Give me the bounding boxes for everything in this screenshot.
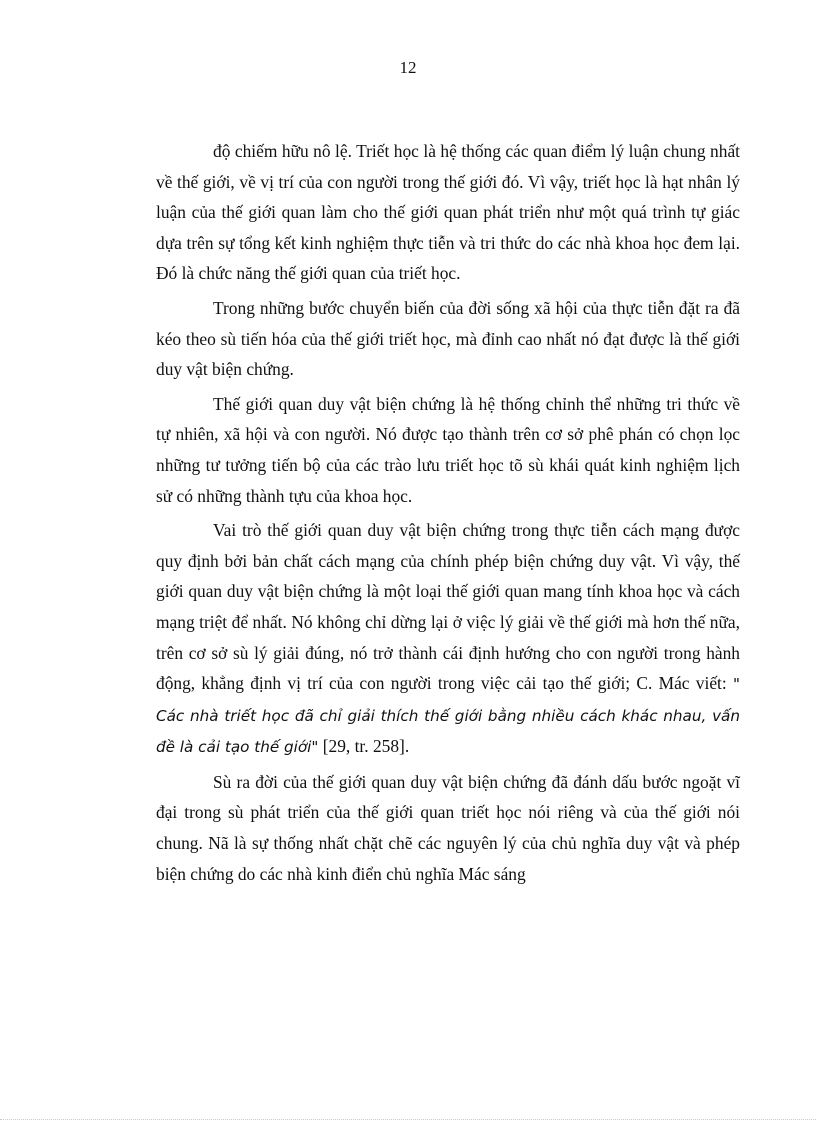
page-bottom-divider <box>0 1119 816 1120</box>
paragraph-3: Thế giới quan duy vật biện chứng là hệ thống chỉnh thể những tri thức về tự nhiên, xã hội và con người. Nó được tạo thành trên cơ sở phê phán có chọn lọc những tư tưởng tiến bộ của các trào lưu triết học tõ sù khái quát kinh nghiệm lịch sử có những thành tựu của khoa học. <box>156 393 740 506</box>
citation: [29, tr. 258]. <box>318 736 410 757</box>
paragraph-1: độ chiếm hữu nô lệ. Triết học là hệ thống các quan điểm lý luận chung nhất về thế giới, về vị trí của con người trong thế giới đó. Vì vậy, triết học là hạt nhân lý luận của thế giới quan làm cho thế giới quan phát triển như một quá trình tự giác dựa trên sự tổng kết kinh nghiệm thực tiễn và tri thức do các nhà khoa học đem lại. Đó là chức năng thế giới quan của triết học. <box>156 141 740 284</box>
page-number: 12 <box>399 58 417 77</box>
paragraph-5: Sù ra đời của thế giới quan duy vật biện chứng đã đánh dấu bước ngoặt vĩ đại trong sù phát triển của thế giới quan triết học nói riêng và của thế giới nói chung. Nã là sự thống nhất chặt chẽ các nguyên lý của chủ nghĩa duy vật và phép biện chứng do các nhà kinh điển chủ nghĩa Mác sáng <box>156 771 740 884</box>
paragraph-2: Trong những bước chuyển biến của đời sống xã hội của thực tiễn đặt ra đã kéo theo sù tiến hóa của thế giới triết học, mà đỉnh cao nhất nó đạt được là thế giới duy vật biện chứng. <box>156 297 740 380</box>
paragraph-4-text: Vai trò thế giới quan duy vật biện chứng trong thực tiễn cách mạng được quy định bởi bản chất cách mạng của chính phép biện chứng duy vật. Vì vậy, thế giới quan duy vật biện chứng là một loại thế giới quan mang tính khoa học và cách mạng triệt để nhất. Nó không chỉ dừng lại ở việc lý giải về thế giới mà hơn thế nữa, trên cơ sở sù lý giải đúng, nó trở thành cái định hướng cho con người trong hành động, khẳng định vị trí của con người trong việc cải tạo thế giới; C. Mác viết: <box>156 520 740 694</box>
marx-quote: " Các nhà triết học đã chỉ giải thích thế giới bằng nhiều cách khác nhau, vấn đề là cải tạo thế giới" <box>156 675 740 757</box>
paragraph-4 <box>156 515 740 763</box>
body-text <box>156 136 740 893</box>
